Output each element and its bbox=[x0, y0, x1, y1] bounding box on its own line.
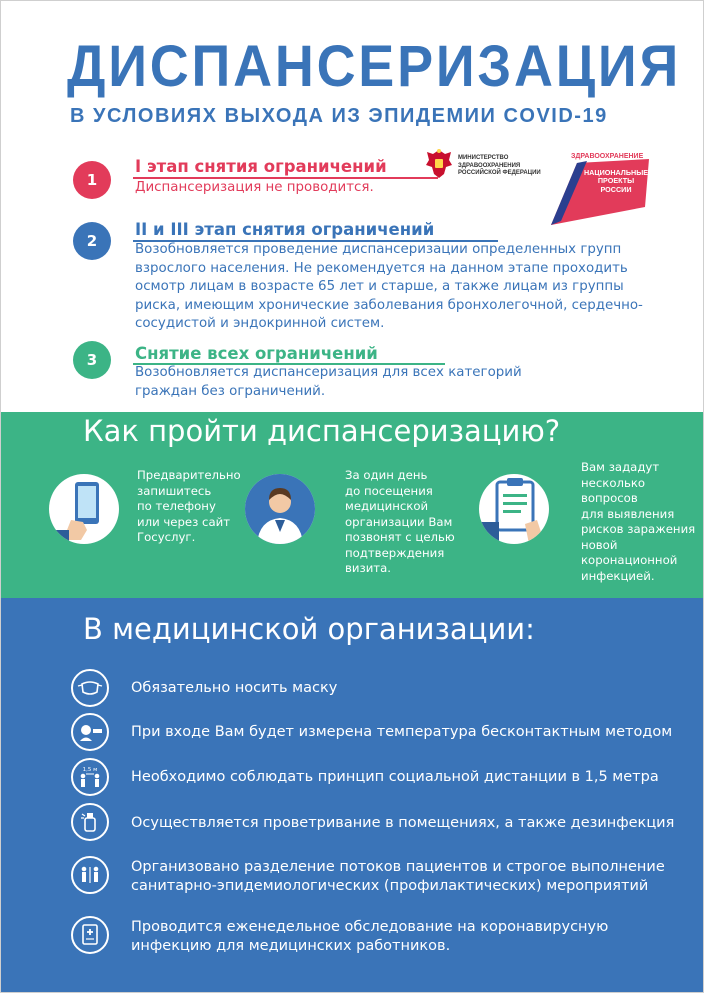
clinic-section bbox=[1, 598, 704, 993]
rule-text bbox=[131, 918, 608, 956]
step-text-line: визита. bbox=[345, 561, 391, 575]
disinfection-icon bbox=[71, 803, 109, 841]
rule-text-line: Проводится еженедельное обследование на коронавирусную bbox=[131, 919, 609, 935]
stage-text-line: Диспансеризация не проводится. bbox=[135, 180, 374, 195]
rule-text bbox=[131, 768, 659, 787]
np-line: НАЦИОНАЛЬНЫЕ bbox=[583, 168, 649, 177]
thermometer-icon bbox=[71, 713, 109, 751]
step-text-line: подтверждения bbox=[345, 545, 445, 560]
rule-text-line: Осуществляется проветривание в помещениях, а также дезинфекция bbox=[131, 815, 675, 831]
step-text-line: позвонят с целью bbox=[345, 530, 455, 544]
step-text-line: или через сайт bbox=[137, 514, 231, 529]
step-text-line: медицинской bbox=[345, 499, 429, 513]
national-projects-logo bbox=[541, 149, 651, 229]
stage-text-line: Возобновляется проведение диспансеризации определенных групп bbox=[135, 242, 622, 257]
minzdrav-logo bbox=[424, 147, 554, 183]
step-text-line: для выявления bbox=[581, 506, 675, 521]
distance-icon bbox=[71, 758, 109, 796]
page-subtitle: В УСЛОВИЯХ ВЫХОДА ИЗ ЭПИДЕМИИ COVID-19 bbox=[70, 105, 608, 127]
step-text-line: несколько bbox=[581, 475, 646, 490]
step-text-line: вопросов bbox=[581, 491, 638, 505]
stage-number-badge: 3 bbox=[73, 341, 111, 379]
flow-separation-icon bbox=[71, 856, 109, 894]
step-text-line: инфекцией. bbox=[581, 568, 655, 583]
stage-heading: I этап снятия ограничений bbox=[135, 157, 387, 176]
rule-text-line: Обязательно носить маску bbox=[131, 680, 338, 696]
clipboard-icon bbox=[479, 474, 549, 544]
stage-text bbox=[135, 364, 522, 401]
step-text-line: запишитесь bbox=[137, 483, 212, 498]
stage-text bbox=[135, 179, 374, 198]
minzdrav-line: РОССИЙСКОЙ ФЕДЕРАЦИИ bbox=[458, 170, 541, 176]
stage-heading: Снятие всех ограничений bbox=[135, 344, 378, 363]
step-text-line: новой bbox=[581, 537, 618, 552]
section-title: В медицинской организации: bbox=[83, 612, 535, 646]
step-text-line: организации Вам bbox=[345, 514, 453, 529]
step-text-line: до посещения bbox=[345, 483, 433, 498]
np-line: ПРОЕКТЫ bbox=[597, 176, 635, 186]
rule-text-line: санитарно-эпидемиологических (профилактических) мероприятий bbox=[131, 878, 649, 894]
distance-label: 1,5 м bbox=[82, 767, 98, 773]
medical-report-icon bbox=[71, 916, 109, 954]
rule-text-line: Организовано разделение потоков пациентов и строгое выполнение bbox=[131, 859, 665, 875]
rule-text bbox=[131, 679, 337, 698]
section-title: Как пройти диспансеризацию? bbox=[83, 414, 561, 448]
stage-text-line: сосудистой и эндокринной систем. bbox=[135, 316, 385, 331]
step-text bbox=[137, 468, 241, 546]
stage-text-line: Возобновляется диспансеризация для всех категорий bbox=[135, 365, 522, 380]
stage-text-line: взрослого населения. Не рекомендуется на данном этапе проходить bbox=[135, 260, 628, 276]
step-text-line: Госуслуг. bbox=[137, 530, 196, 544]
step-text bbox=[345, 468, 455, 577]
rule-text bbox=[131, 858, 665, 896]
minzdrav-line: МИНИСТЕРСТВО bbox=[458, 155, 509, 161]
step-text-line: коронационной bbox=[581, 553, 678, 567]
np-top-label: ЗДРАВООХРАНЕНИЕ bbox=[571, 153, 644, 160]
rule-text-line: Необходимо соблюдать принцип социальной дистанции в 1,5 метра bbox=[131, 769, 659, 785]
step-text-line: рисков заражения bbox=[581, 522, 696, 536]
rule-text-line: При входе Вам будет измерена температура бесконтактным методом bbox=[131, 724, 673, 740]
stage-text-line: осмотр лицам в возрасте 65 лет и старше, а также лицам из группы bbox=[135, 279, 624, 294]
rule-text-line: инфекцию для медицинских работников. bbox=[131, 938, 451, 954]
step-text-line: Вам зададут bbox=[581, 460, 660, 474]
stage-heading: II и III этап снятия ограничений bbox=[135, 220, 435, 239]
stage-text bbox=[135, 241, 643, 334]
stage-number-badge: 2 bbox=[73, 222, 111, 260]
step-text-line: Предварительно bbox=[137, 468, 241, 482]
stage-text-line: риска, имеющим хронические заболевания бронхолегочной, сердечно- bbox=[135, 297, 643, 313]
np-line: РОССИИ bbox=[600, 184, 632, 194]
minzdrav-line: ЗДРАВООХРАНЕНИЯ bbox=[458, 162, 521, 169]
coat-of-arms-icon bbox=[424, 147, 454, 181]
rule-text bbox=[131, 814, 674, 833]
rule-text bbox=[131, 723, 672, 742]
phone-icon bbox=[49, 474, 119, 544]
mask-icon bbox=[71, 669, 109, 707]
step-text-line: За один день bbox=[345, 468, 428, 482]
doctor-icon bbox=[245, 474, 315, 544]
how-to-section bbox=[1, 412, 704, 598]
step-text-line: по телефону bbox=[137, 499, 216, 513]
stage-text-line: граждан без ограничений. bbox=[135, 383, 326, 399]
stage-number-badge: 1 bbox=[73, 161, 111, 199]
page-title: ДИСПАНСЕРИЗАЦИЯ bbox=[67, 34, 682, 99]
step-text bbox=[581, 460, 695, 584]
